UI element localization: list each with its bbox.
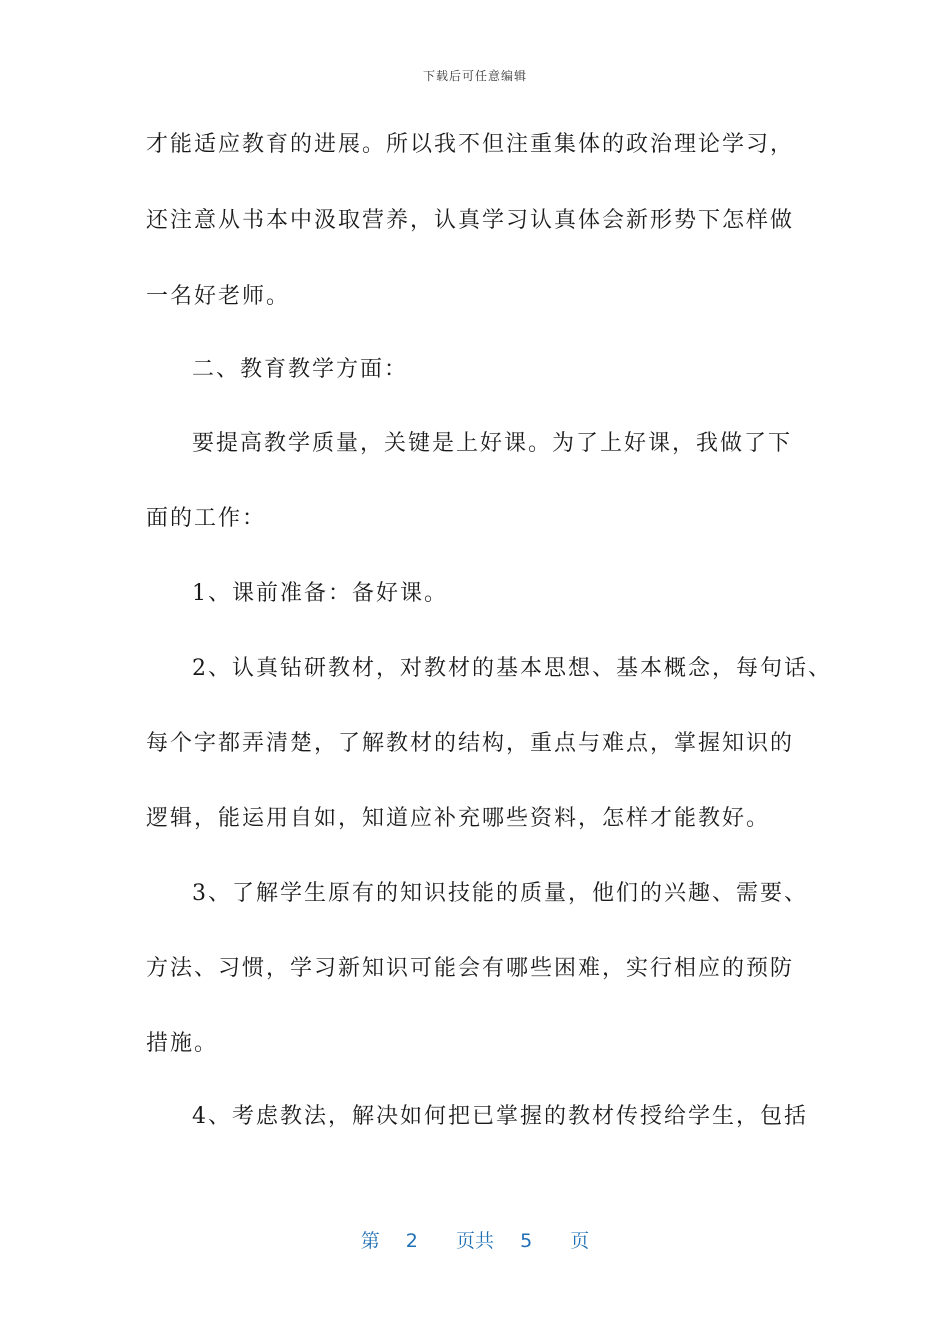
body-line: 还注意从书本中汲取营养，认真学习认真体会新形势下怎样做 bbox=[146, 208, 795, 233]
section-heading: 二、教育教学方面： bbox=[192, 357, 409, 382]
body-line: 一名好老师。 bbox=[146, 284, 291, 309]
footer-middle: 页共 bbox=[455, 1230, 494, 1252]
list-item: 4、考虑教法，解决如何把已掌握的教材传授给学生，包括 bbox=[192, 1104, 808, 1129]
body-line: 逻辑，能运用自如，知道应补充哪些资料，怎样才能教好。 bbox=[146, 806, 771, 831]
body-line: 要提高教学质量，关键是上好课。为了上好课，我做了下 bbox=[192, 431, 793, 456]
body-line: 方法、习惯，学习新知识可能会有哪些困难，实行相应的预防 bbox=[146, 956, 795, 981]
list-item: 2、认真钻研教材，对教材的基本思想、基本概念，每句话、 bbox=[192, 656, 832, 681]
body-line: 每个字都弄清楚，了解教材的结构，重点与难点，掌握知识的 bbox=[146, 731, 795, 756]
body-line: 才能适应教育的进展。所以我不但注重集体的政治理论学习， bbox=[146, 132, 795, 157]
current-page-number: 2 bbox=[405, 1230, 418, 1252]
page-footer bbox=[0, 1226, 950, 1253]
list-item: 1、课前准备：备好课。 bbox=[192, 581, 448, 606]
body-line: 措施。 bbox=[146, 1031, 219, 1056]
total-pages-number: 5 bbox=[520, 1230, 533, 1252]
footer-suffix: 页 bbox=[570, 1230, 590, 1252]
footer-prefix: 第 bbox=[360, 1230, 380, 1252]
body-line: 面的工作： bbox=[146, 506, 267, 531]
header-note: 下载后可任意编辑 bbox=[422, 69, 527, 83]
list-item: 3、了解学生原有的知识技能的质量，他们的兴趣、需要、 bbox=[192, 881, 808, 906]
